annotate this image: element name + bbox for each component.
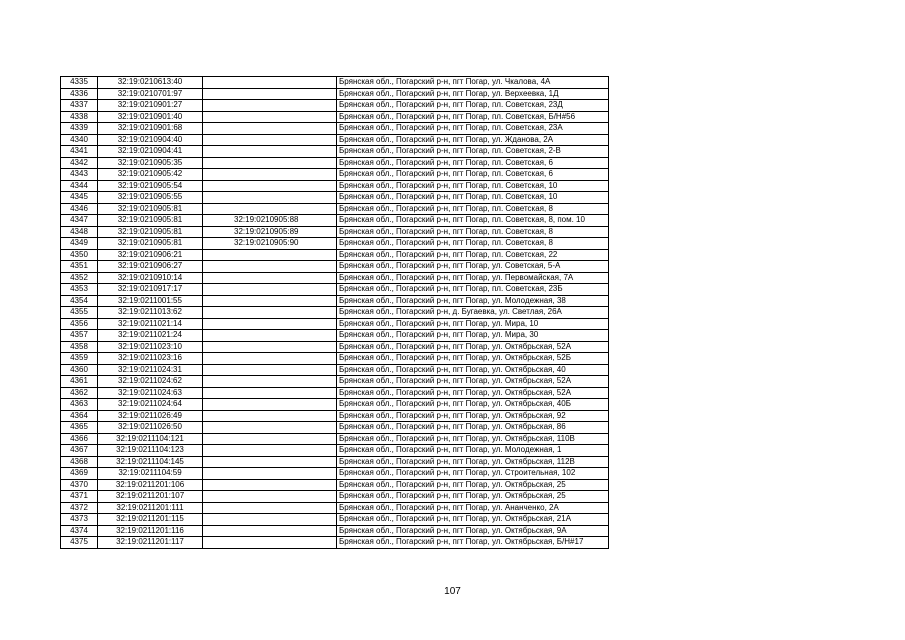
address-cell: Брянская обл., Погарский р-н, пгт Погар, ул. Советская, 5-А xyxy=(337,261,609,273)
cadastral-number-cell: 32:19:0210905:81 xyxy=(98,215,203,227)
table-row xyxy=(61,169,609,181)
cadastral-number-cell: 32:19:0211024:62 xyxy=(98,376,203,388)
registry-table xyxy=(60,76,609,549)
table-row xyxy=(61,100,609,112)
table-row xyxy=(61,192,609,204)
cadastral-number-cell: 32:19:0211021:14 xyxy=(98,318,203,330)
row-number-cell: 4349 xyxy=(61,238,98,250)
address-cell: Брянская обл., Погарский р-н, пгт Погар, пл. Советская, Б/Н#56 xyxy=(337,111,609,123)
table-row xyxy=(61,261,609,273)
table-row xyxy=(61,433,609,445)
row-number-cell: 4336 xyxy=(61,88,98,100)
cadastral-number-cell: 32:19:0211023:10 xyxy=(98,341,203,353)
address-cell: Брянская обл., Погарский р-н, пгт Погар, ул. Ананченко, 2А xyxy=(337,502,609,514)
address-cell: Брянская обл., Погарский р-н, пгт Погар, ул. Октябрьская, 25 xyxy=(337,479,609,491)
cadastral-number-cell: 32:19:0211201:116 xyxy=(98,525,203,537)
table-row xyxy=(61,410,609,422)
table-row xyxy=(61,491,609,503)
related-cadastral-number-cell xyxy=(203,433,337,445)
cadastral-number-cell: 32:19:0211024:64 xyxy=(98,399,203,411)
cadastral-number-cell: 32:19:0211104:59 xyxy=(98,468,203,480)
cadastral-number-cell: 32:19:0211104:121 xyxy=(98,433,203,445)
address-cell: Брянская обл., Погарский р-н, пгт Погар, ул. Верхеевка, 1Д xyxy=(337,88,609,100)
related-cadastral-number-cell xyxy=(203,525,337,537)
cadastral-number-cell: 32:19:0210901:27 xyxy=(98,100,203,112)
related-cadastral-number-cell xyxy=(203,111,337,123)
cadastral-number-cell: 32:19:0211201:117 xyxy=(98,537,203,549)
table-row xyxy=(61,284,609,296)
cadastral-number-cell: 32:19:0210905:55 xyxy=(98,192,203,204)
address-cell: Брянская обл., Погарский р-н, пгт Погар, ул. Октябрьская, 92 xyxy=(337,410,609,422)
related-cadastral-number-cell xyxy=(203,502,337,514)
row-number-cell: 4374 xyxy=(61,525,98,537)
table-row xyxy=(61,341,609,353)
address-cell: Брянская обл., Погарский р-н, пгт Погар, ул. Октябрьская, 52Б xyxy=(337,353,609,365)
related-cadastral-number-cell xyxy=(203,376,337,388)
address-cell: Брянская обл., Погарский р-н, пгт Погар, пл. Советская, 10 xyxy=(337,192,609,204)
related-cadastral-number-cell xyxy=(203,295,337,307)
row-number-cell: 4338 xyxy=(61,111,98,123)
row-number-cell: 4363 xyxy=(61,399,98,411)
row-number-cell: 4335 xyxy=(61,77,98,89)
related-cadastral-number-cell xyxy=(203,387,337,399)
row-number-cell: 4370 xyxy=(61,479,98,491)
row-number-cell: 4361 xyxy=(61,376,98,388)
cadastral-number-cell: 32:19:0211026:50 xyxy=(98,422,203,434)
related-cadastral-number-cell xyxy=(203,468,337,480)
related-cadastral-number-cell xyxy=(203,203,337,215)
related-cadastral-number-cell xyxy=(203,146,337,158)
related-cadastral-number-cell xyxy=(203,88,337,100)
table-row xyxy=(61,226,609,238)
cadastral-number-cell: 32:19:0211104:145 xyxy=(98,456,203,468)
table-row xyxy=(61,330,609,342)
table-row xyxy=(61,77,609,89)
table-row xyxy=(61,88,609,100)
address-cell: Брянская обл., Погарский р-н, пгт Погар, ул. Октябрьская, 9А xyxy=(337,525,609,537)
cadastral-number-cell: 32:19:0211013:62 xyxy=(98,307,203,319)
row-number-cell: 4362 xyxy=(61,387,98,399)
related-cadastral-number-cell xyxy=(203,192,337,204)
table-row xyxy=(61,123,609,135)
address-cell: Брянская обл., Погарский р-н, пгт Погар, пл. Советская, 23Д xyxy=(337,100,609,112)
table-row xyxy=(61,456,609,468)
related-cadastral-number-cell xyxy=(203,445,337,457)
registry-table-body xyxy=(61,77,609,549)
cadastral-number-cell: 32:19:0211201:115 xyxy=(98,514,203,526)
address-cell: Брянская обл., Погарский р-н, пгт Погар, пл. Советская, 8 xyxy=(337,203,609,215)
table-row xyxy=(61,249,609,261)
related-cadastral-number-cell xyxy=(203,77,337,89)
address-cell: Брянская обл., Погарский р-н, пгт Погар, пл. Советская, 22 xyxy=(337,249,609,261)
page-number: 107 xyxy=(444,586,461,597)
row-number-cell: 4343 xyxy=(61,169,98,181)
row-number-cell: 4344 xyxy=(61,180,98,192)
cadastral-number-cell: 32:19:0211001:55 xyxy=(98,295,203,307)
table-row xyxy=(61,364,609,376)
cadastral-number-cell: 32:19:0211024:63 xyxy=(98,387,203,399)
related-cadastral-number-cell xyxy=(203,261,337,273)
table-row xyxy=(61,537,609,549)
related-cadastral-number-cell: 32:19:0210905:90 xyxy=(203,238,337,250)
address-cell: Брянская обл., Погарский р-н, пгт Погар, пл. Советская, 10 xyxy=(337,180,609,192)
cadastral-number-cell: 32:19:0210905:81 xyxy=(98,226,203,238)
address-cell: Брянская обл., Погарский р-н, пгт Погар, ул. Строительная, 102 xyxy=(337,468,609,480)
cadastral-number-cell: 32:19:0210905:81 xyxy=(98,238,203,250)
table-row xyxy=(61,307,609,319)
row-number-cell: 4337 xyxy=(61,100,98,112)
cadastral-number-cell: 32:19:0210905:42 xyxy=(98,169,203,181)
row-number-cell: 4347 xyxy=(61,215,98,227)
address-cell: Брянская обл., Погарский р-н, пгт Погар, ул. Октябрьская, 112В xyxy=(337,456,609,468)
address-cell: Брянская обл., Погарский р-н, пгт Погар, ул. Мира, 10 xyxy=(337,318,609,330)
related-cadastral-number-cell xyxy=(203,364,337,376)
row-number-cell: 4373 xyxy=(61,514,98,526)
cadastral-number-cell: 32:19:0210906:27 xyxy=(98,261,203,273)
row-number-cell: 4360 xyxy=(61,364,98,376)
row-number-cell: 4342 xyxy=(61,157,98,169)
row-number-cell: 4339 xyxy=(61,123,98,135)
address-cell: Брянская обл., Погарский р-н, пгт Погар, ул. Октябрьская, 40 xyxy=(337,364,609,376)
row-number-cell: 4375 xyxy=(61,537,98,549)
address-cell: Брянская обл., Погарский р-н, пгт Погар, пл. Советская, 2-В xyxy=(337,146,609,158)
related-cadastral-number-cell xyxy=(203,180,337,192)
cadastral-number-cell: 32:19:0210701:97 xyxy=(98,88,203,100)
address-cell: Брянская обл., Погарский р-н, пгт Погар, ул. Молодежная, 38 xyxy=(337,295,609,307)
cadastral-number-cell: 32:19:0210905:54 xyxy=(98,180,203,192)
cadastral-number-cell: 32:19:0210905:81 xyxy=(98,203,203,215)
row-number-cell: 4357 xyxy=(61,330,98,342)
table-row xyxy=(61,295,609,307)
related-cadastral-number-cell xyxy=(203,514,337,526)
related-cadastral-number-cell xyxy=(203,100,337,112)
related-cadastral-number-cell xyxy=(203,341,337,353)
row-number-cell: 4350 xyxy=(61,249,98,261)
address-cell: Брянская обл., Погарский р-н, пгт Погар, ул. Октябрьская, 86 xyxy=(337,422,609,434)
table-row xyxy=(61,502,609,514)
related-cadastral-number-cell xyxy=(203,330,337,342)
related-cadastral-number-cell xyxy=(203,123,337,135)
related-cadastral-number-cell: 32:19:0210905:88 xyxy=(203,215,337,227)
related-cadastral-number-cell xyxy=(203,491,337,503)
address-cell: Брянская обл., Погарский р-н, пгт Погар, пл. Советская, 23Б xyxy=(337,284,609,296)
table-row xyxy=(61,318,609,330)
row-number-cell: 4346 xyxy=(61,203,98,215)
row-number-cell: 4345 xyxy=(61,192,98,204)
row-number-cell: 4359 xyxy=(61,353,98,365)
cadastral-number-cell: 32:19:0210904:41 xyxy=(98,146,203,158)
cadastral-number-cell: 32:19:0210917:17 xyxy=(98,284,203,296)
cadastral-number-cell: 32:19:0210901:40 xyxy=(98,111,203,123)
table-row xyxy=(61,387,609,399)
related-cadastral-number-cell xyxy=(203,157,337,169)
related-cadastral-number-cell: 32:19:0210905:89 xyxy=(203,226,337,238)
table-row xyxy=(61,215,609,227)
related-cadastral-number-cell xyxy=(203,422,337,434)
row-number-cell: 4348 xyxy=(61,226,98,238)
cadastral-number-cell: 32:19:0210906:21 xyxy=(98,249,203,261)
cadastral-number-cell: 32:19:0210910:14 xyxy=(98,272,203,284)
address-cell: Брянская обл., Погарский р-н, д. Бугаевка, ул. Светлая, 26А xyxy=(337,307,609,319)
related-cadastral-number-cell xyxy=(203,353,337,365)
cadastral-number-cell: 32:19:0211201:106 xyxy=(98,479,203,491)
address-cell: Брянская обл., Погарский р-н, пгт Погар, ул. Мира, 30 xyxy=(337,330,609,342)
row-number-cell: 4368 xyxy=(61,456,98,468)
address-cell: Брянская обл., Погарский р-н, пгт Погар, ул. Жданова, 2А xyxy=(337,134,609,146)
address-cell: Брянская обл., Погарский р-н, пгт Погар, ул. Октябрьская, 110В xyxy=(337,433,609,445)
cadastral-number-cell: 32:19:0211201:111 xyxy=(98,502,203,514)
table-row xyxy=(61,134,609,146)
row-number-cell: 4353 xyxy=(61,284,98,296)
table-row xyxy=(61,468,609,480)
address-cell: Брянская обл., Погарский р-н, пгт Погар, ул. Первомайская, 7А xyxy=(337,272,609,284)
address-cell: Брянская обл., Погарский р-н, пгт Погар, пл. Советская, 23А xyxy=(337,123,609,135)
related-cadastral-number-cell xyxy=(203,272,337,284)
related-cadastral-number-cell xyxy=(203,307,337,319)
address-cell: Брянская обл., Погарский р-н, пгт Погар, пл. Советская, 8 xyxy=(337,238,609,250)
row-number-cell: 4355 xyxy=(61,307,98,319)
address-cell: Брянская обл., Погарский р-н, пгт Погар, пл. Советская, 6 xyxy=(337,169,609,181)
cadastral-number-cell: 32:19:0211023:16 xyxy=(98,353,203,365)
related-cadastral-number-cell xyxy=(203,169,337,181)
row-number-cell: 4356 xyxy=(61,318,98,330)
table-row xyxy=(61,146,609,158)
related-cadastral-number-cell xyxy=(203,410,337,422)
table-row xyxy=(61,376,609,388)
address-cell: Брянская обл., Погарский р-н, пгт Погар, пл. Советская, 8, пом. 10 xyxy=(337,215,609,227)
table-row xyxy=(61,238,609,250)
address-cell: Брянская обл., Погарский р-н, пгт Погар, ул. Октябрьская, 52А xyxy=(337,341,609,353)
cadastral-number-cell: 32:19:0211026:49 xyxy=(98,410,203,422)
address-cell: Брянская обл., Погарский р-н, пгт Погар, ул. Октябрьская, 40Б xyxy=(337,399,609,411)
table-row xyxy=(61,272,609,284)
related-cadastral-number-cell xyxy=(203,249,337,261)
table-row xyxy=(61,353,609,365)
related-cadastral-number-cell xyxy=(203,479,337,491)
address-cell: Брянская обл., Погарский р-н, пгт Погар, ул. Октябрьская, 52А xyxy=(337,387,609,399)
row-number-cell: 4372 xyxy=(61,502,98,514)
related-cadastral-number-cell xyxy=(203,318,337,330)
row-number-cell: 4369 xyxy=(61,468,98,480)
address-cell: Брянская обл., Погарский р-н, пгт Погар, ул. Молодежная, 1 xyxy=(337,445,609,457)
row-number-cell: 4340 xyxy=(61,134,98,146)
row-number-cell: 4364 xyxy=(61,410,98,422)
address-cell: Брянская обл., Погарский р-н, пгт Погар, пл. Советская, 8 xyxy=(337,226,609,238)
related-cadastral-number-cell xyxy=(203,134,337,146)
cadastral-number-cell: 32:19:0211024:31 xyxy=(98,364,203,376)
row-number-cell: 4341 xyxy=(61,146,98,158)
cadastral-number-cell: 32:19:0211021:24 xyxy=(98,330,203,342)
address-cell: Брянская обл., Погарский р-н, пгт Погар, ул. Октябрьская, 52А xyxy=(337,376,609,388)
row-number-cell: 4371 xyxy=(61,491,98,503)
related-cadastral-number-cell xyxy=(203,537,337,549)
table-row xyxy=(61,157,609,169)
row-number-cell: 4358 xyxy=(61,341,98,353)
related-cadastral-number-cell xyxy=(203,399,337,411)
table-row xyxy=(61,525,609,537)
cadastral-number-cell: 32:19:0210905:35 xyxy=(98,157,203,169)
address-cell: Брянская обл., Погарский р-н, пгт Погар, ул. Октябрьская, Б/Н#17 xyxy=(337,537,609,549)
row-number-cell: 4352 xyxy=(61,272,98,284)
table-row xyxy=(61,514,609,526)
row-number-cell: 4354 xyxy=(61,295,98,307)
table-row xyxy=(61,445,609,457)
address-cell: Брянская обл., Погарский р-н, пгт Погар, ул. Октябрьская, 21А xyxy=(337,514,609,526)
cadastral-number-cell: 32:19:0210613:40 xyxy=(98,77,203,89)
row-number-cell: 4365 xyxy=(61,422,98,434)
table-row xyxy=(61,422,609,434)
table-row xyxy=(61,180,609,192)
address-cell: Брянская обл., Погарский р-н, пгт Погар, пл. Советская, 6 xyxy=(337,157,609,169)
related-cadastral-number-cell xyxy=(203,284,337,296)
row-number-cell: 4366 xyxy=(61,433,98,445)
table-row xyxy=(61,203,609,215)
cadastral-number-cell: 32:19:0211201:107 xyxy=(98,491,203,503)
table-row xyxy=(61,479,609,491)
related-cadastral-number-cell xyxy=(203,456,337,468)
table-row xyxy=(61,399,609,411)
table-row xyxy=(61,111,609,123)
row-number-cell: 4367 xyxy=(61,445,98,457)
cadastral-number-cell: 32:19:0210904:40 xyxy=(98,134,203,146)
cadastral-number-cell: 32:19:0211104:123 xyxy=(98,445,203,457)
cadastral-number-cell: 32:19:0210901:68 xyxy=(98,123,203,135)
row-number-cell: 4351 xyxy=(61,261,98,273)
address-cell: Брянская обл., Погарский р-н, пгт Погар, ул. Чкалова, 4А xyxy=(337,77,609,89)
address-cell: Брянская обл., Погарский р-н, пгт Погар, ул. Октябрьская, 25 xyxy=(337,491,609,503)
